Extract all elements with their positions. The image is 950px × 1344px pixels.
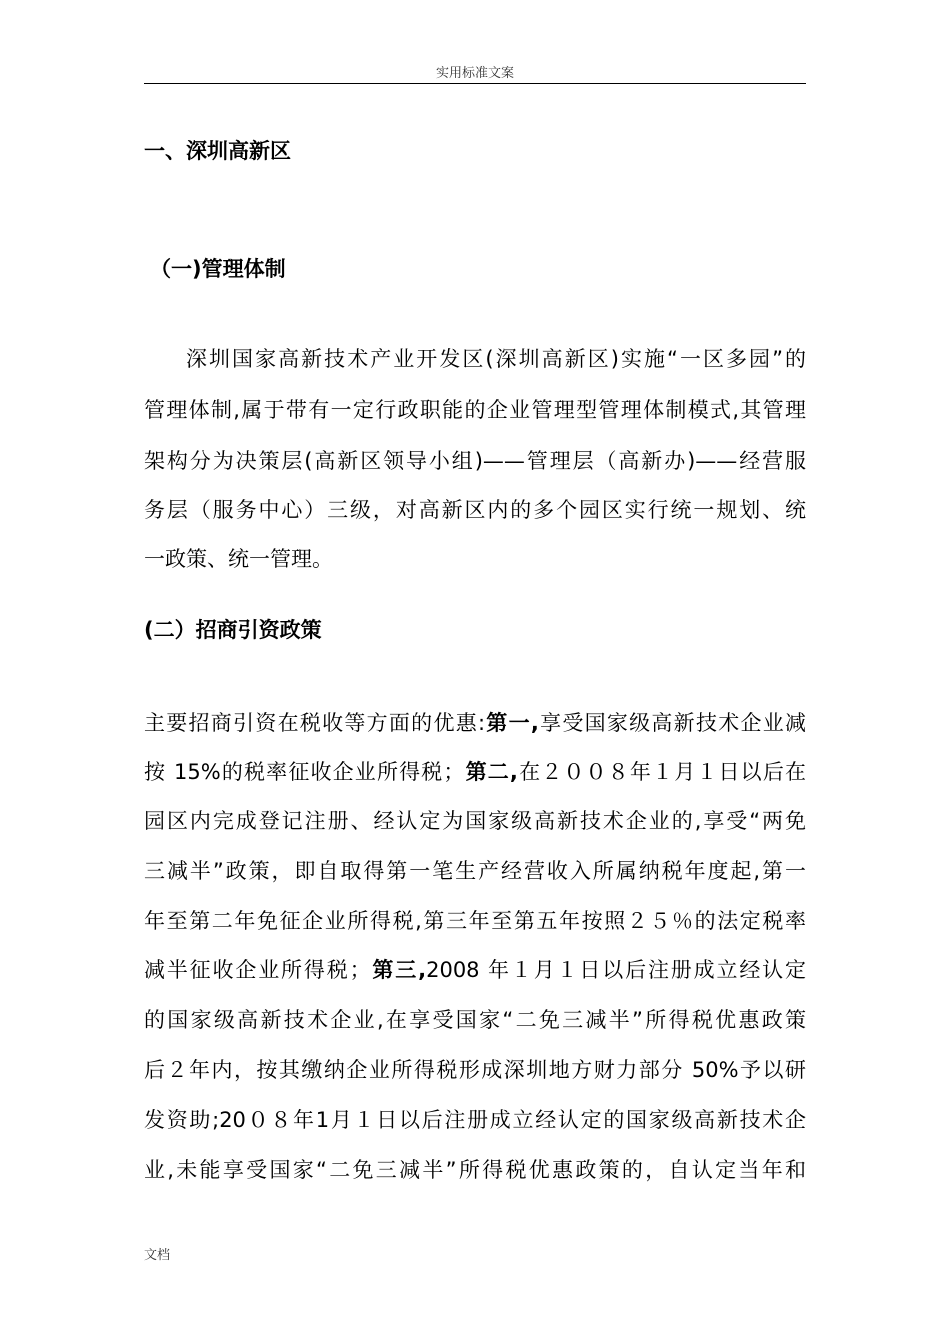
bold-label-third: 第三, [370, 958, 427, 982]
subheading-management-system: （一)管理体制 [150, 257, 286, 281]
paragraph-line: 业,未能享受国家“二免三减半”所得税优惠政策的，自认定当年和 [144, 1158, 806, 1182]
paragraph-line: 深圳国家高新技术产业开发区(深圳高新区)实施“一区多园”的 [186, 347, 806, 371]
paragraph-line: 主要招商引资在税收等方面的优惠:第一,享受国家级高新技术企业减 [144, 711, 807, 735]
paragraph-line: 年至第二年免征企业所得税,第三年至第五年按照２５％的法定税率 [144, 909, 806, 933]
paragraph-line: 三减半”政策，即自取得第一笔生产经营收入所属纳税年度起,第一 [144, 859, 806, 883]
paragraph-line: 园区内完成登记注册、经认定为国家级高新技术企业的,享受“两免 [144, 809, 806, 833]
paragraph-line: 后２年内，按其缴纳企业所得税形成深圳地方财力部分 50%予以研 [144, 1058, 806, 1082]
subheading-investment-policy: (二）招商引资政策 [144, 618, 322, 642]
paragraph-line: 管理体制,属于带有一定行政职能的企业管理型管理体制模式,其管理 [144, 398, 806, 422]
paragraph-line: 架构分为决策层(高新区领导小组)——管理层（高新办)——经营服 [144, 449, 806, 473]
paragraph-line: 务层（服务中心）三级，对高新区内的多个园区实行统一规划、统 [144, 498, 806, 522]
paragraph-line: 发资助;20０８年1月１日以后注册成立经认定的国家级高新技术企 [144, 1108, 806, 1132]
section-heading-shenzhen-hi-tech-zone: 一、深圳高新区 [144, 139, 291, 163]
header-divider [144, 83, 806, 84]
bold-label-second: 第二, [464, 760, 518, 784]
page-header: 实用标准文案 [435, 66, 514, 81]
page-footer: 文档 [144, 1248, 171, 1263]
bold-label-first: 第一, [485, 711, 539, 735]
paragraph-line: 减半征收企业所得税；第三,2008 年１月１日以后注册成立经认定 [144, 958, 806, 982]
paragraph-line: 的国家级高新技术企业,在享受国家“二免三减半”所得税优惠政策 [144, 1008, 806, 1032]
paragraph-line: 一政策、统一管理。 [144, 547, 333, 571]
paragraph-line: 按 15%的税率征收企业所得税；第二,在２００８年１月１日以后在 [144, 760, 806, 784]
